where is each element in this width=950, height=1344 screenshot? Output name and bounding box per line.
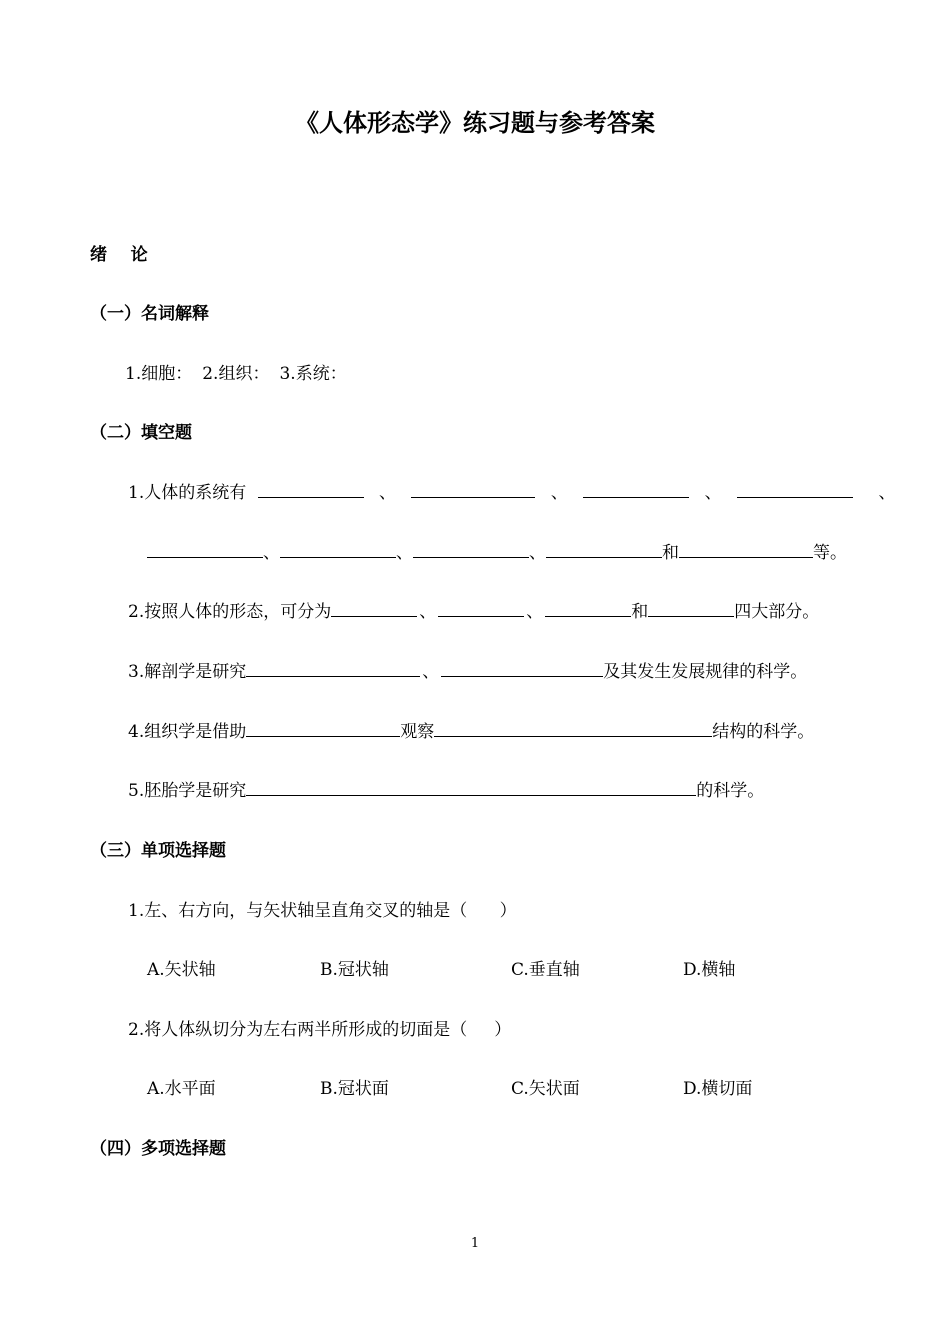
answer-blank[interactable] — [246, 662, 420, 677]
conjunction: 和 — [631, 602, 649, 622]
term-cell: 1.细胞： — [125, 364, 193, 384]
option-b[interactable]: B.冠状面 — [320, 1079, 389, 1099]
answer-blank[interactable] — [438, 602, 524, 617]
answer-blank[interactable] — [280, 543, 396, 558]
section-heading-multi-choice: （四）多项选择题 — [90, 1139, 226, 1159]
separator: 、 — [379, 483, 397, 503]
separator: 、 — [263, 543, 280, 563]
answer-blank[interactable] — [583, 483, 689, 498]
section-heading-single-choice: （三）单项选择题 — [90, 841, 226, 861]
answer-blank[interactable] — [434, 722, 712, 737]
answer-blank[interactable] — [648, 602, 734, 617]
fill-question-4 — [128, 717, 814, 742]
term-tissue: 2.组织： — [202, 364, 270, 384]
separator: 、 — [419, 602, 437, 622]
answer-blank[interactable] — [545, 602, 631, 617]
question-text: 1.人体的系统有 — [128, 483, 247, 503]
answer-blank[interactable] — [246, 722, 400, 737]
separator: 、 — [422, 662, 440, 682]
term-list — [125, 359, 347, 384]
document-title: 《人体形态学》练习题与参考答案 — [295, 109, 655, 137]
separator: 、 — [529, 543, 546, 563]
answer-blank[interactable] — [258, 483, 364, 498]
answer-blank[interactable] — [413, 543, 529, 558]
separator: 、 — [550, 483, 568, 503]
answer-blank[interactable] — [147, 543, 263, 558]
question-text: 3.解剖学是研究 — [128, 662, 247, 682]
separator: 、 — [396, 543, 413, 563]
option-d[interactable]: D.横轴 — [683, 960, 736, 980]
answer-blank[interactable] — [411, 483, 535, 498]
option-d[interactable]: D.横切面 — [683, 1079, 753, 1099]
option-c[interactable]: C.垂直轴 — [511, 960, 580, 980]
chapter-heading: 绪 论 — [90, 245, 148, 265]
question-text: 5.胚胎学是研究 — [128, 781, 247, 801]
page-number: 1 — [470, 1236, 480, 1251]
question-text: 的科学。 — [696, 781, 765, 801]
section-heading-fill: （二）填空题 — [90, 423, 192, 443]
question-text: 2.按照人体的形态，可分为 — [128, 602, 332, 622]
question-text: 四大部分。 — [734, 602, 820, 622]
fill-question-1-continued — [147, 538, 847, 563]
option-a[interactable]: A.水平面 — [147, 1079, 216, 1099]
option-c[interactable]: C.矢状面 — [511, 1079, 580, 1099]
answer-blank[interactable] — [246, 781, 696, 796]
answer-blank[interactable] — [679, 543, 813, 558]
section-heading-terms: （一）名词解释 — [90, 304, 209, 324]
question-text: 结构的科学。 — [712, 722, 815, 742]
answer-blank[interactable] — [331, 602, 417, 617]
separator: 、 — [878, 483, 896, 503]
option-a[interactable]: A.矢状轴 — [147, 960, 216, 980]
question-text: 4.组织学是借助 — [128, 722, 247, 742]
term-system: 3.系统： — [279, 364, 347, 384]
option-b[interactable]: B.冠状轴 — [320, 960, 389, 980]
separator: 、 — [704, 483, 722, 503]
separator: 、 — [526, 602, 544, 622]
answer-blank[interactable] — [737, 483, 853, 498]
answer-blank[interactable] — [546, 543, 662, 558]
fill-question-2 — [128, 597, 819, 622]
choice-question-1: 1.左、右方向，与矢状轴呈直角交叉的轴是（ ） — [128, 901, 517, 921]
answer-blank[interactable] — [441, 662, 603, 677]
fill-question-5 — [128, 776, 764, 801]
conjunction: 和 — [662, 543, 679, 563]
choice-question-2: 2.将人体纵切分为左右两半所形成的切面是（ ） — [128, 1020, 512, 1040]
question-text: 及其发生发展规律的科学。 — [603, 662, 808, 682]
question-text: 观察 — [400, 722, 435, 742]
fill-question-1 — [128, 478, 895, 503]
question-text: 等。 — [813, 543, 847, 563]
fill-question-3 — [128, 657, 807, 682]
